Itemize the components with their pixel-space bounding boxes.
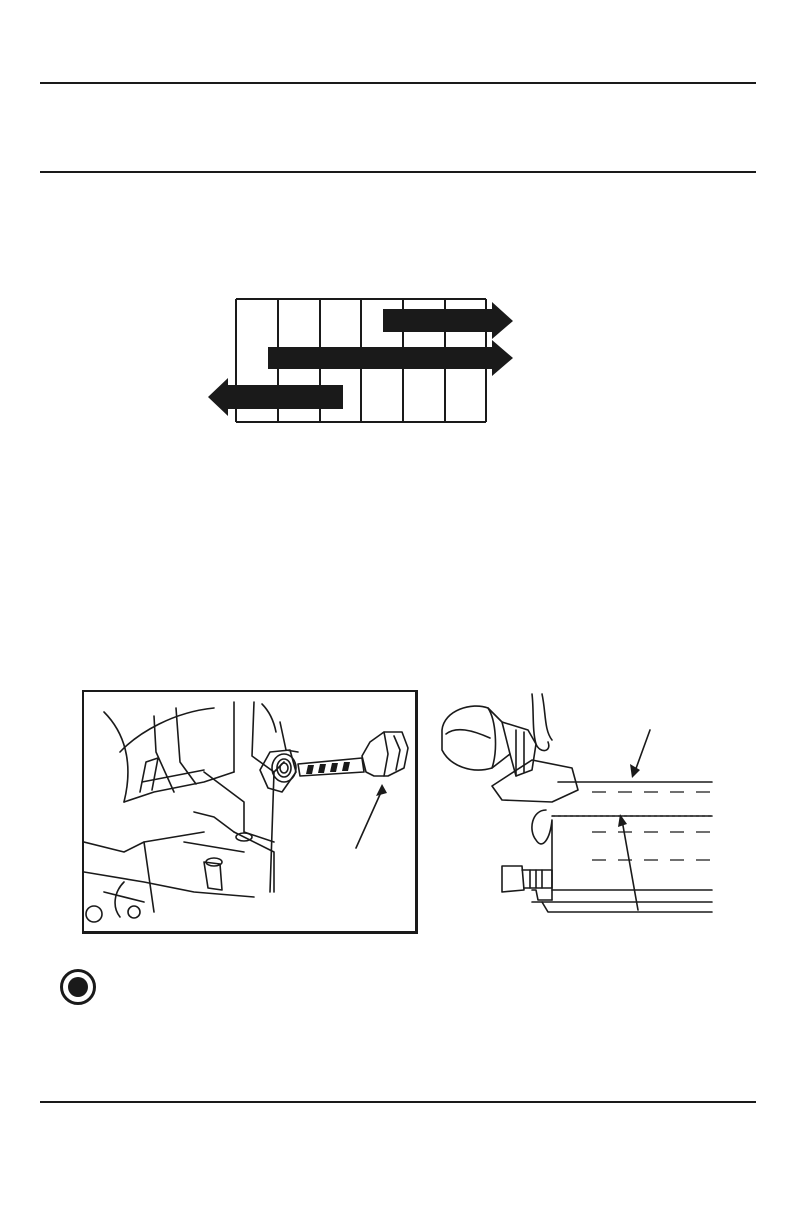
engine-crankcase-drawing xyxy=(84,692,416,932)
header-rule-bottom xyxy=(40,171,756,173)
header-rule-top xyxy=(40,82,756,84)
footer-rule xyxy=(40,1101,756,1103)
oil-level-figure xyxy=(432,690,722,915)
oil-filler-figure xyxy=(82,690,418,934)
range-chart xyxy=(200,295,520,425)
note-bullet-icon xyxy=(58,967,98,1007)
range-arrow-middle xyxy=(268,340,513,376)
range-arrow-lower xyxy=(208,378,343,416)
